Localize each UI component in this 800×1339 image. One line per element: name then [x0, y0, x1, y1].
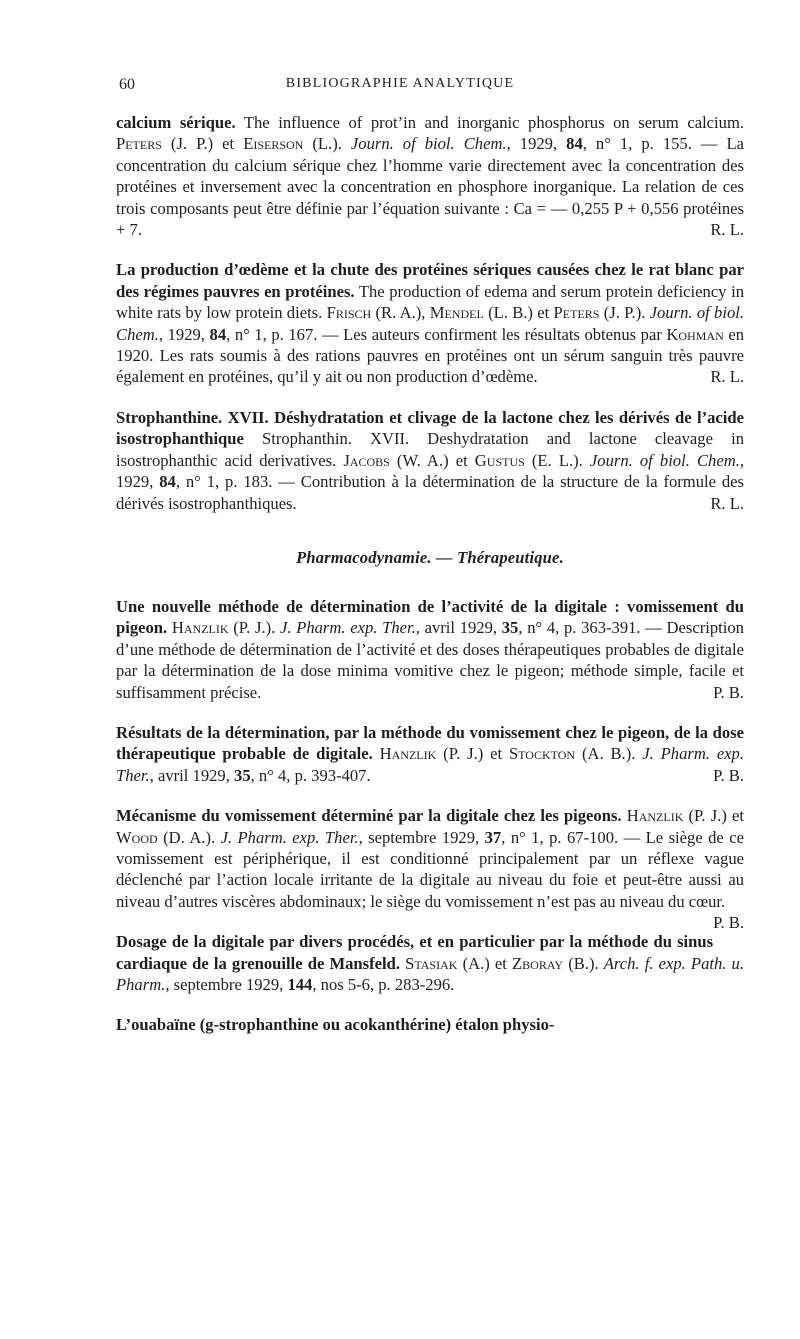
entry-signature: R. L.	[710, 220, 744, 240]
entry-title: Résultats de la détermination, par la méthode du vomissement chez le pigeon, de la dose thérapeutique probable de digitale.	[116, 722, 744, 764]
bibliography-entry: Mécanisme du vomissement déterminé par la digitale chez les pigeons. Hanzlik (P. J.) et Wood (D. A.). J. Pharm. exp. Ther., septembre 1929, 37, n° 1, p. 67-100. — Le siège de ce vomissement est périphérique, il est conditionné principalement par un réflexe vague déclenché par l’action locale irritante de la digitale au niveau du foie et peut-être aussi au niveau d’autres viscères abdominaux; le siège du vomissement n’est pas au niveau du cœur. P. B.	[116, 806, 744, 933]
bibliography-entry	[116, 1014, 744, 1035]
entry-title: L’ouabaïne (g-strophanthine ou acokanthérine) étalon physio-	[116, 1015, 555, 1035]
section-heading: Pharmacodynamie. — Thérapeutique.	[296, 547, 564, 567]
entry-title: Mécanisme du vomissement déterminé par la digitale chez les pigeons.	[116, 806, 622, 826]
bibliography-entry: Résultats de la détermination, par la méthode du vomissement chez le pigeon, de la dose thérapeutique probable de digitale. Hanzlik (P. J.) et Stockton (A. B.). J. Pharm. exp. Ther., avril 1929, 35, n° 4, p. 393-407. P. B.	[116, 722, 744, 785]
entry-title: La production d’œdème et la chute des protéines sériques causées chez le rat blanc par des régimes pauvres en protéines.	[116, 260, 744, 301]
entry-signature: R. L.	[710, 367, 744, 387]
running-title: BIBLIOGRAPHIE ANALYTIQUE	[285, 76, 515, 91]
page-number: 60	[119, 76, 135, 93]
entry-signature: R. L.	[710, 493, 744, 513]
bibliography-entry: calcium sérique. The influence of prot’in and inorganic phosphorus on serum calcium. Peters (J. P.) et Eiserson (L.). Journ. of biol. Chem., 1929, 84, n° 1, p. 155. — La concentration du calcium sérique chez l’homme varie directement avec la concentration des protéines et inversement avec la concentration en phosphore inorganique. La relation de ces trois composants peut être définie par l’équation suivante : Ca = — 0,255 P + 0,556 protéines + 7. R. L.	[116, 113, 745, 240]
bibliography-entry: Strophanthine. XVII. Déshydratation et clivage de la lactone chez les dérivés de l’acide isostrophanthique Strophanthin. XVII. Deshydratation and lactone cleavage in isostrophanthic acid derivatives. Jacobs (W. A.) et Gustus (E. L.). Journ. of biol. Chem., 1929, 84, n° 1, p. 183. — Contribution à la détermination de la structure de la formule des dérivés isostrophanthiques. R. L.	[116, 407, 744, 513]
entry-signature: P. B.	[713, 765, 744, 785]
page-header	[119, 76, 681, 98]
entry-title: Dosage de la digitale par divers procédés, et en particulier par la méthode du sinus cardiaque de la grenouille de Mansfeld.	[116, 932, 714, 973]
bibliography-entry: Dosage de la digitale par divers procédés, et en particulier par la méthode du sinus cardiaque de la grenouille de Mansfeld. Stasiak (A.) et Zboray (B.). Arch. f. exp. Path. u. Pharm., septembre 1929, 144, nos 5-6, p. 283-296.	[116, 932, 745, 994]
entry-signature: P. B.	[713, 913, 744, 933]
entry-title: calcium sérique.	[116, 113, 236, 132]
bibliography-entry: Une nouvelle méthode de détermination de l’activité de la digitale : vomissement du pigeon. Hanzlik (P. J.). J. Pharm. exp. Ther., avril 1929, 35, n° 4, p. 363-391. — Description d’une méthode de détermination de l’activité et des doses thérapeutiques probables de digitale par la détermination de la dose minima vomitive chez le pigeon; méthode simple, facile et suffisamment précise. P. B.	[116, 596, 744, 702]
entry-signature: P. B.	[713, 682, 744, 702]
bibliography-entry: La production d’œdème et la chute des protéines sériques causées chez le rat blanc par des régimes pauvres en protéines. The production of edema and serum protein deficiency in white rats by low protein diets. Frisch (R. A.), Mendel (L. B.) et Peters (J. P.). Journ. of biol. Chem., 1929, 84, n° 1, p. 167. — Les auteurs confirment les résultats obtenus par Kohman en 1920. Les rats soumis à des rations pauvres en protéines ont un sérum sanguin très pauvre également en protéines, qu’il y ait ou non production d’œdème. R. L.	[116, 260, 745, 387]
entry-title: Strophanthine. XVII. Déshydratation et clivage de la lactone chez les dérivés de l’acide isostrophanthique	[116, 407, 744, 449]
page-body	[116, 112, 744, 1036]
entry-title: Une nouvelle méthode de détermination de l’activité de la digitale : vomissement du pigeon.	[116, 596, 744, 638]
